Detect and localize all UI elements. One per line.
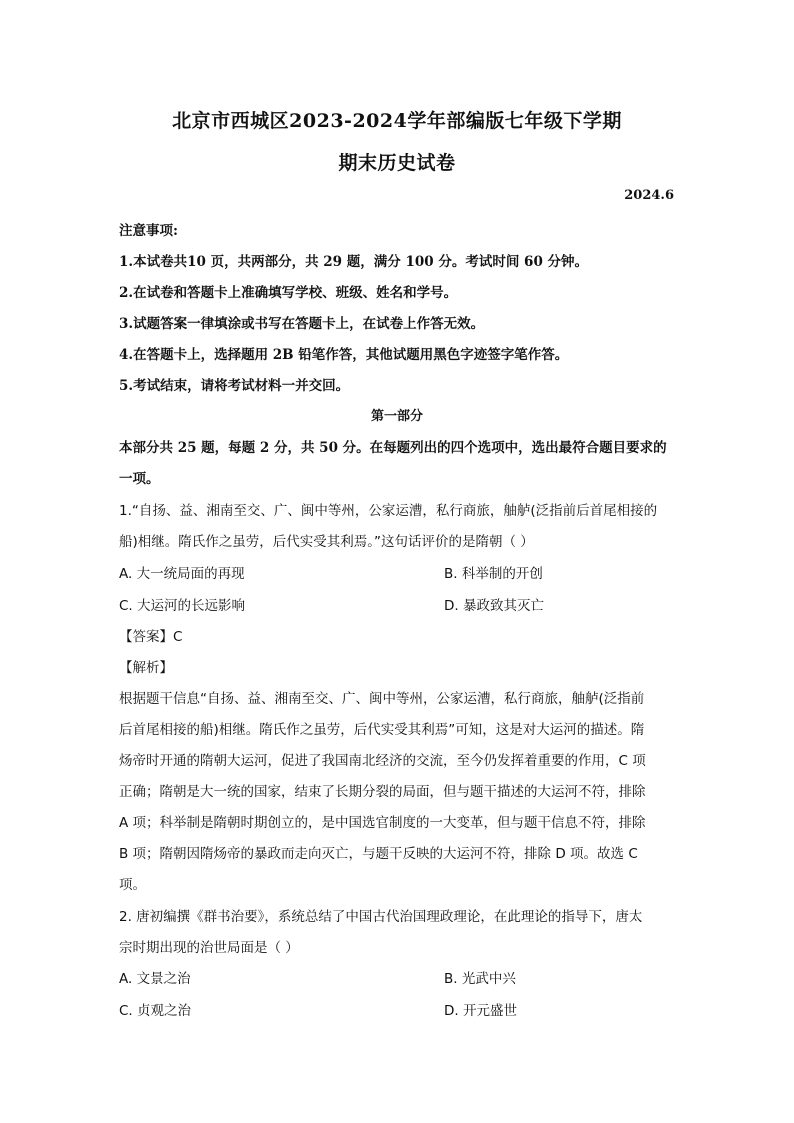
q1-analysis-line6: B 项；隋朝因隋炀帝的暴政而走向灭亡，与题干反映的大运河不符，排除 D 项。故选 C: [119, 846, 638, 862]
q1-answer: 【答案】C: [119, 629, 183, 645]
q1-stem-line1: 1.“自扬、益、湘南至交、广、闽中等州，公家运漕，私行商旅，舳舻(泛指前后首尾相接的: [119, 503, 658, 519]
exam-title-line2: 期末历史试卷: [338, 152, 456, 174]
notice-item-1: 1.本试卷共10 页，共两部分，共 29 题，满分 100 分。考试时间 60 分钟。: [119, 254, 589, 270]
q2-option-a: A. 文景之治: [119, 971, 191, 987]
q1-option-d: D. 暴政致其灭亡: [444, 598, 544, 614]
q1-option-a: A. 大一统局面的再现: [119, 566, 245, 582]
part-intro-line1: 本部分共 25 题，每题 2 分，共 50 分。在每题列出的四个选项中，选出最符合题目要求的: [119, 440, 667, 456]
q1-analysis-line3: 炀帝时开通的隋朝大运河，促进了我国南北经济的交流，至今仍发挥着重要的作用，C 项: [119, 753, 646, 769]
notice-item-5: 5.考试结束，请将考试材料一并交回。: [119, 378, 350, 394]
exam-title-line1: 北京市西城区2023-2024学年部编版七年级下学期: [172, 110, 622, 132]
q1-analysis-line5: A 项；科举制是隋朝时期创立的，是中国选官制度的一大变革，但与题干信息不符，排除: [119, 815, 646, 831]
q1-stem-line2: 船)相继。隋氏作之虽劳，后代实受其利焉。”这句话评价的是隋朝（ ）: [119, 534, 534, 550]
q1-analysis-line2: 后首尾相接的船)相继。隋氏作之虽劳，后代实受其利焉”可知，这是对大运河的描述。隋: [119, 722, 645, 738]
q2-stem-line1: 2. 唐初编撰《群书治要》，系统总结了中国古代治国理政理论，在此理论的指导下，唐太: [119, 909, 643, 925]
q1-analysis-line7: 项。: [119, 877, 146, 893]
q1-analysis-line1: 根据题干信息“自扬、益、湘南至交、广、闽中等州，公家运漕，私行商旅，舳舻(泛指前: [119, 691, 645, 707]
notice-item-4: 4.在答题卡上，选择题用 2B 铅笔作答，其他试题用黑色字迹签字笔作答。: [119, 347, 569, 363]
part-intro-line2: 一项。: [119, 471, 160, 487]
q2-stem-line2: 宗时期出现的治世局面是（ ）: [119, 940, 299, 956]
q1-option-b: B. 科举制的开创: [444, 566, 543, 582]
part-heading: 第一部分: [370, 409, 423, 424]
q2-option-c: C. 贞观之治: [119, 1003, 192, 1019]
q1-option-c: C. 大运河的长远影响: [119, 598, 246, 614]
notice-item-3: 3.试题答案一律填涂或书写在答题卡上，在试卷上作答无效。: [119, 316, 485, 332]
exam-date: 2024.6: [624, 188, 674, 203]
q1-analysis-label: 【解析】: [119, 660, 173, 676]
q2-option-b: B. 光武中兴: [444, 971, 516, 987]
notice-item-2: 2.在试卷和答题卡上准确填写学校、班级、姓名和学号。: [119, 285, 458, 301]
q1-analysis-line4: 正确；隋朝是大一统的国家，结束了长期分裂的局面，但与题干描述的大运河不符，排除: [119, 784, 646, 800]
q2-option-d: D. 开元盛世: [444, 1003, 517, 1019]
notice-heading: 注意事项:: [119, 223, 178, 239]
